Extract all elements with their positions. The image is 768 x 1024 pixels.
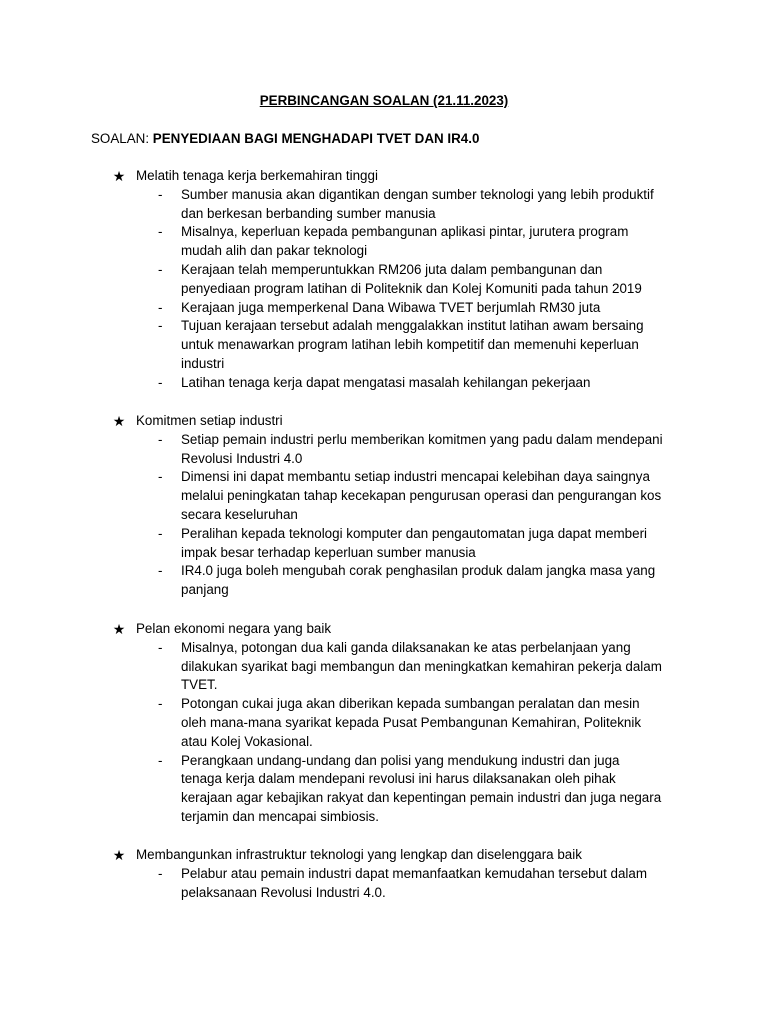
dash-bullet: -: [158, 299, 163, 315]
list-item-line: Potongan cukai juga akan diberikan kepada sumbangan peralatan dan mesin: [181, 696, 640, 712]
section-heading: Pelan ekonomi negara yang baik: [136, 621, 332, 636]
list-item-line: impak besar terhadap keperluan sumber manusia: [181, 544, 476, 560]
star-bullet-icon: ★: [112, 168, 126, 184]
star-bullet-icon: ★: [112, 847, 126, 863]
list-item: [0, 865, 681, 903]
list-item: [0, 299, 681, 318]
section-heading-row: [0, 167, 768, 186]
dash-bullet: -: [158, 752, 163, 768]
dash-bullet: -: [158, 374, 163, 390]
list-item-line: melalui peningkatan tahap kecekapan pengurusan operasi dan pengurangan kos: [181, 488, 662, 504]
list-item-line: Latihan tenaga kerja dapat mengatasi masalah kehilangan pekerjaan: [181, 374, 591, 390]
dash-bullet: -: [158, 639, 163, 655]
list-item-line: pelaksanaan Revolusi Industri 4.0.: [181, 884, 386, 900]
section-heading: Membangunkan infrastruktur teknologi yang lengkap dan diselenggara baik: [136, 847, 582, 862]
list-item-line: industri: [181, 355, 225, 371]
section-heading-row: [0, 620, 768, 639]
list-item-line: Sumber manusia akan digantikan dengan sumber teknologi yang lebih produktif: [181, 186, 654, 202]
list-item-line: untuk menawarkan program latihan lebih kompetitif dan memenuhi keperluan: [181, 337, 639, 353]
section-heading-row: [0, 412, 768, 431]
star-bullet-icon: ★: [112, 621, 126, 637]
list-item-line: Pelabur atau pemain industri dapat memanfaatkan kemudahan tersebut dalam: [181, 865, 647, 881]
dash-bullet: -: [158, 431, 163, 447]
list-item-line: IR4.0 juga boleh mengubah corak penghasilan produk dalam jangka masa yang: [181, 563, 656, 579]
list-item-line: panjang: [181, 582, 229, 598]
list-item-line: TVET.: [181, 677, 218, 693]
section-3: [0, 620, 768, 827]
section-heading-row: [0, 846, 768, 865]
list-item: [0, 317, 681, 373]
list-item: [0, 562, 681, 600]
list-item: [0, 695, 681, 751]
list-item-line: Kerajaan juga memperkenal Dana Wibawa TVET berjumlah RM30 juta: [181, 299, 601, 315]
list-item-line: atau Kolej Vokasional.: [181, 733, 313, 749]
section-1: [0, 167, 768, 393]
list-item-line: Perangkaan undang-undang dan polisi yang mendukung industri dan juga: [181, 752, 620, 768]
dash-bullet: -: [158, 563, 163, 579]
list-item: [0, 261, 681, 299]
section-4: [0, 846, 768, 902]
list-item: [0, 374, 681, 393]
list-item-line: dilakukan syarikat bagi membangun dan meningkatkan kemahiran pekerja dalam: [181, 658, 662, 674]
question-prefix: SOALAN:: [91, 131, 153, 146]
question-text: PENYEDIAAN BAGI MENGHADAPI TVET DAN IR4.0: [152, 131, 480, 146]
list-item-line: Tujuan kerajaan tersebut adalah menggalakkan institut latihan awam bersaing: [181, 318, 644, 334]
section-heading: Melatih tenaga kerja berkemahiran tinggi: [136, 168, 378, 183]
list-item: [0, 752, 681, 827]
list-item-line: Setiap pemain industri perlu memberikan komitmen yang padu dalam mendepani: [181, 431, 663, 447]
list-item-line: Kerajaan telah memperuntukkan RM206 juta dalam pembangunan dan: [181, 261, 603, 277]
list-item-line: Peralihan kepada teknologi komputer dan pengautomatan juga dapat memberi: [181, 525, 648, 541]
page-title: PERBINCANGAN SOALAN (21.11.2023): [259, 93, 509, 108]
dash-bullet: -: [158, 318, 163, 334]
list-item: [0, 431, 681, 469]
list-item: [0, 186, 681, 224]
list-item: [0, 525, 681, 563]
list-item-line: oleh mana-mana syarikat kepada Pusat Pembangunan Kemahiran, Politeknik: [181, 714, 642, 730]
list-item: [0, 639, 681, 695]
list-item-line: Misalnya, keperluan kepada pembangunan aplikasi pintar, jurutera program: [181, 224, 629, 240]
list-item-line: Dimensi ini dapat membantu setiap industri mencapai kelebihan daya saingnya: [181, 469, 650, 485]
section-2: [0, 412, 768, 600]
list-item-line: tenaga kerja dalam mendepani revolusi ini harus dilaksanakan oleh pihak: [181, 771, 616, 787]
dash-bullet: -: [158, 525, 163, 541]
list-item: [0, 468, 681, 524]
dash-bullet: -: [158, 224, 163, 240]
dash-bullet: -: [158, 186, 163, 202]
list-item: [0, 223, 681, 261]
dash-bullet: -: [158, 865, 163, 881]
dash-bullet: -: [158, 696, 163, 712]
question-line: [91, 130, 479, 149]
list-item-line: terjamin dan mencapai simbiosis.: [181, 808, 379, 824]
list-item-line: penyediaan program latihan di Politeknik dan Kolej Komuniti pada tahun 2019: [181, 280, 642, 296]
star-bullet-icon: ★: [112, 413, 126, 429]
list-item-line: Misalnya, potongan dua kali ganda dilaksanakan ke atas perbelanjaan yang: [181, 639, 631, 655]
section-heading: Komitmen setiap industri: [136, 413, 283, 428]
dash-bullet: -: [158, 261, 163, 277]
list-item-line: dan berkesan berbanding sumber manusia: [181, 205, 436, 221]
list-item-line: secara keseluruhan: [181, 506, 298, 522]
dash-bullet: -: [158, 469, 163, 485]
list-item-line: Revolusi Industri 4.0: [181, 450, 303, 466]
list-item-line: mudah alih dan pakar teknologi: [181, 243, 368, 259]
list-item-line: kerajaan agar kebajikan rakyat dan kepentingan pemain industri dan juga negara: [181, 790, 662, 806]
